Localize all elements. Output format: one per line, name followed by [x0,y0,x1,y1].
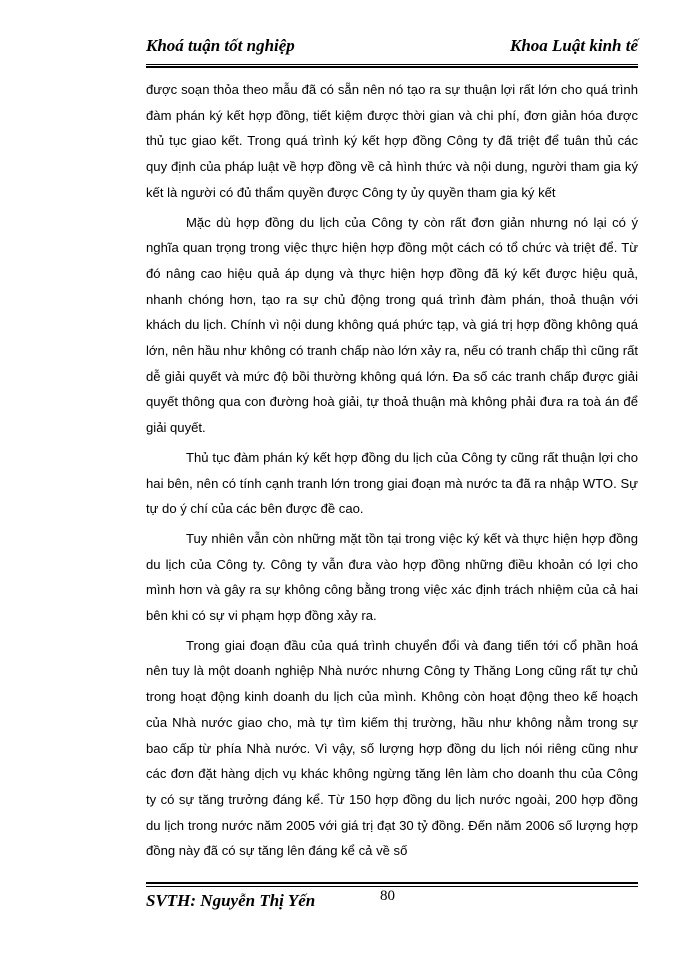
paragraph: Mặc dù hợp đồng du lịch của Công ty còn rất đơn giản nhưng nó lại có ý nghĩa quan trọng trong việc thực hiện hợp đồng một cách có tổ chức và triệt để. Từ đó nâng cao hiệu quả áp dụng và thực hiện hợp đồng đã ký kết được hiệu quả, nhanh chóng hơn, tạo ra sự chủ động trong quá trình đàm phán, thoả thuận với khách du lịch. Chính vì nội dung không quá phức tạp, và giá trị hợp đồng không quá lớn, nên hầu như không có tranh chấp nào lớn xảy ra, nếu có tranh chấp thì cũng rất dễ giải quyết và mức độ bồi thường không quá lớn. Đa số các tranh chấp được giải quyết thông qua con đường hoà giải, tự thoả thuận mà không phải đưa ra toà án để giải quyết. [146,214,638,436]
page-number: 80 [380,888,395,904]
footer-rule [146,886,638,887]
footer-author: SVTH: Nguyễn Thị Yến [146,891,316,910]
footer-rule-bold [146,882,638,884]
header-rule-bold [146,66,638,68]
paragraph: Tuy nhiên vẫn còn những mặt tồn tại trong việc ký kết và thực hiện hợp đồng du lịch của Công ty. Công ty vẫn đưa vào hợp đồng những điều khoản có lợi cho mình hơn và gây ra sự không công bằng trong việc xác định trách nhiệm của cả hai bên khi có sự vi phạm hợp đồng xảy ra. [146,530,638,624]
page-footer [146,888,638,915]
header-rule [146,64,638,65]
paragraph: Trong giai đoạn đầu của quá trình chuyển đổi và đang tiến tới cổ phần hoá nên tuy là một doanh nghiệp Nhà nước nhưng Công ty Thăng Long cũng rất tự chủ trong hoạt động kinh doanh du lịch của mình. Không còn hoạt động theo kế hoạch của Nhà nước giao cho, mà tự tìm kiếm thị trường, hầu như không nằm trong sự bao cấp từ phía Nhà nước. Vì vậy, số lượng hợp đồng du lịch nói riêng cũng như các đơn đặt hàng dịch vụ khác không ngừng tăng lên làm cho doanh thu của Công ty có sự tăng trưởng đáng kể. Từ 150 hợp đồng du lịch nước ngoài, 200 hợp đồng du lịch trong nước năm 2005 với giá trị đạt 30 tỷ đồng. Đến năm 2006 số lượng hợp đồng này đã có sự tăng lên đáng kể cả về số [146,637,638,859]
header-faculty-label: Khoa Luật kinh tế [509,36,638,55]
paragraph: được soạn thỏa theo mẫu đã có sẵn nên nó tạo ra sự thuận lợi rất lớn cho quá trình đàm phán ký kết hợp đồng, tiết kiệm được thời gian và chi phí, đơn giản hóa được thủ tục giao kết. Trong quá trình ký kết hợp đồng Công ty đã triệt để tuân thủ các quy định của pháp luật về hợp đồng về cả hình thức và nội dung, người tham gia ký kết là người có đủ thẩm quyền được Công ty ủy quyền tham gia ký kết [146,82,638,200]
paragraph: Thủ tục đàm phán ký kết hợp đồng du lịch của Công ty cũng rất thuận lợi cho hai bên, nên có tính cạnh tranh lớn trong giai đoạn mà nước ta đã ra nhập WTO. Sự tự do ý chí của các bên được đề cao. [146,449,638,517]
page-header [146,34,638,64]
body-text [146,77,638,864]
header-thesis-label: Khoá tuận tốt nghiệp [146,36,295,55]
